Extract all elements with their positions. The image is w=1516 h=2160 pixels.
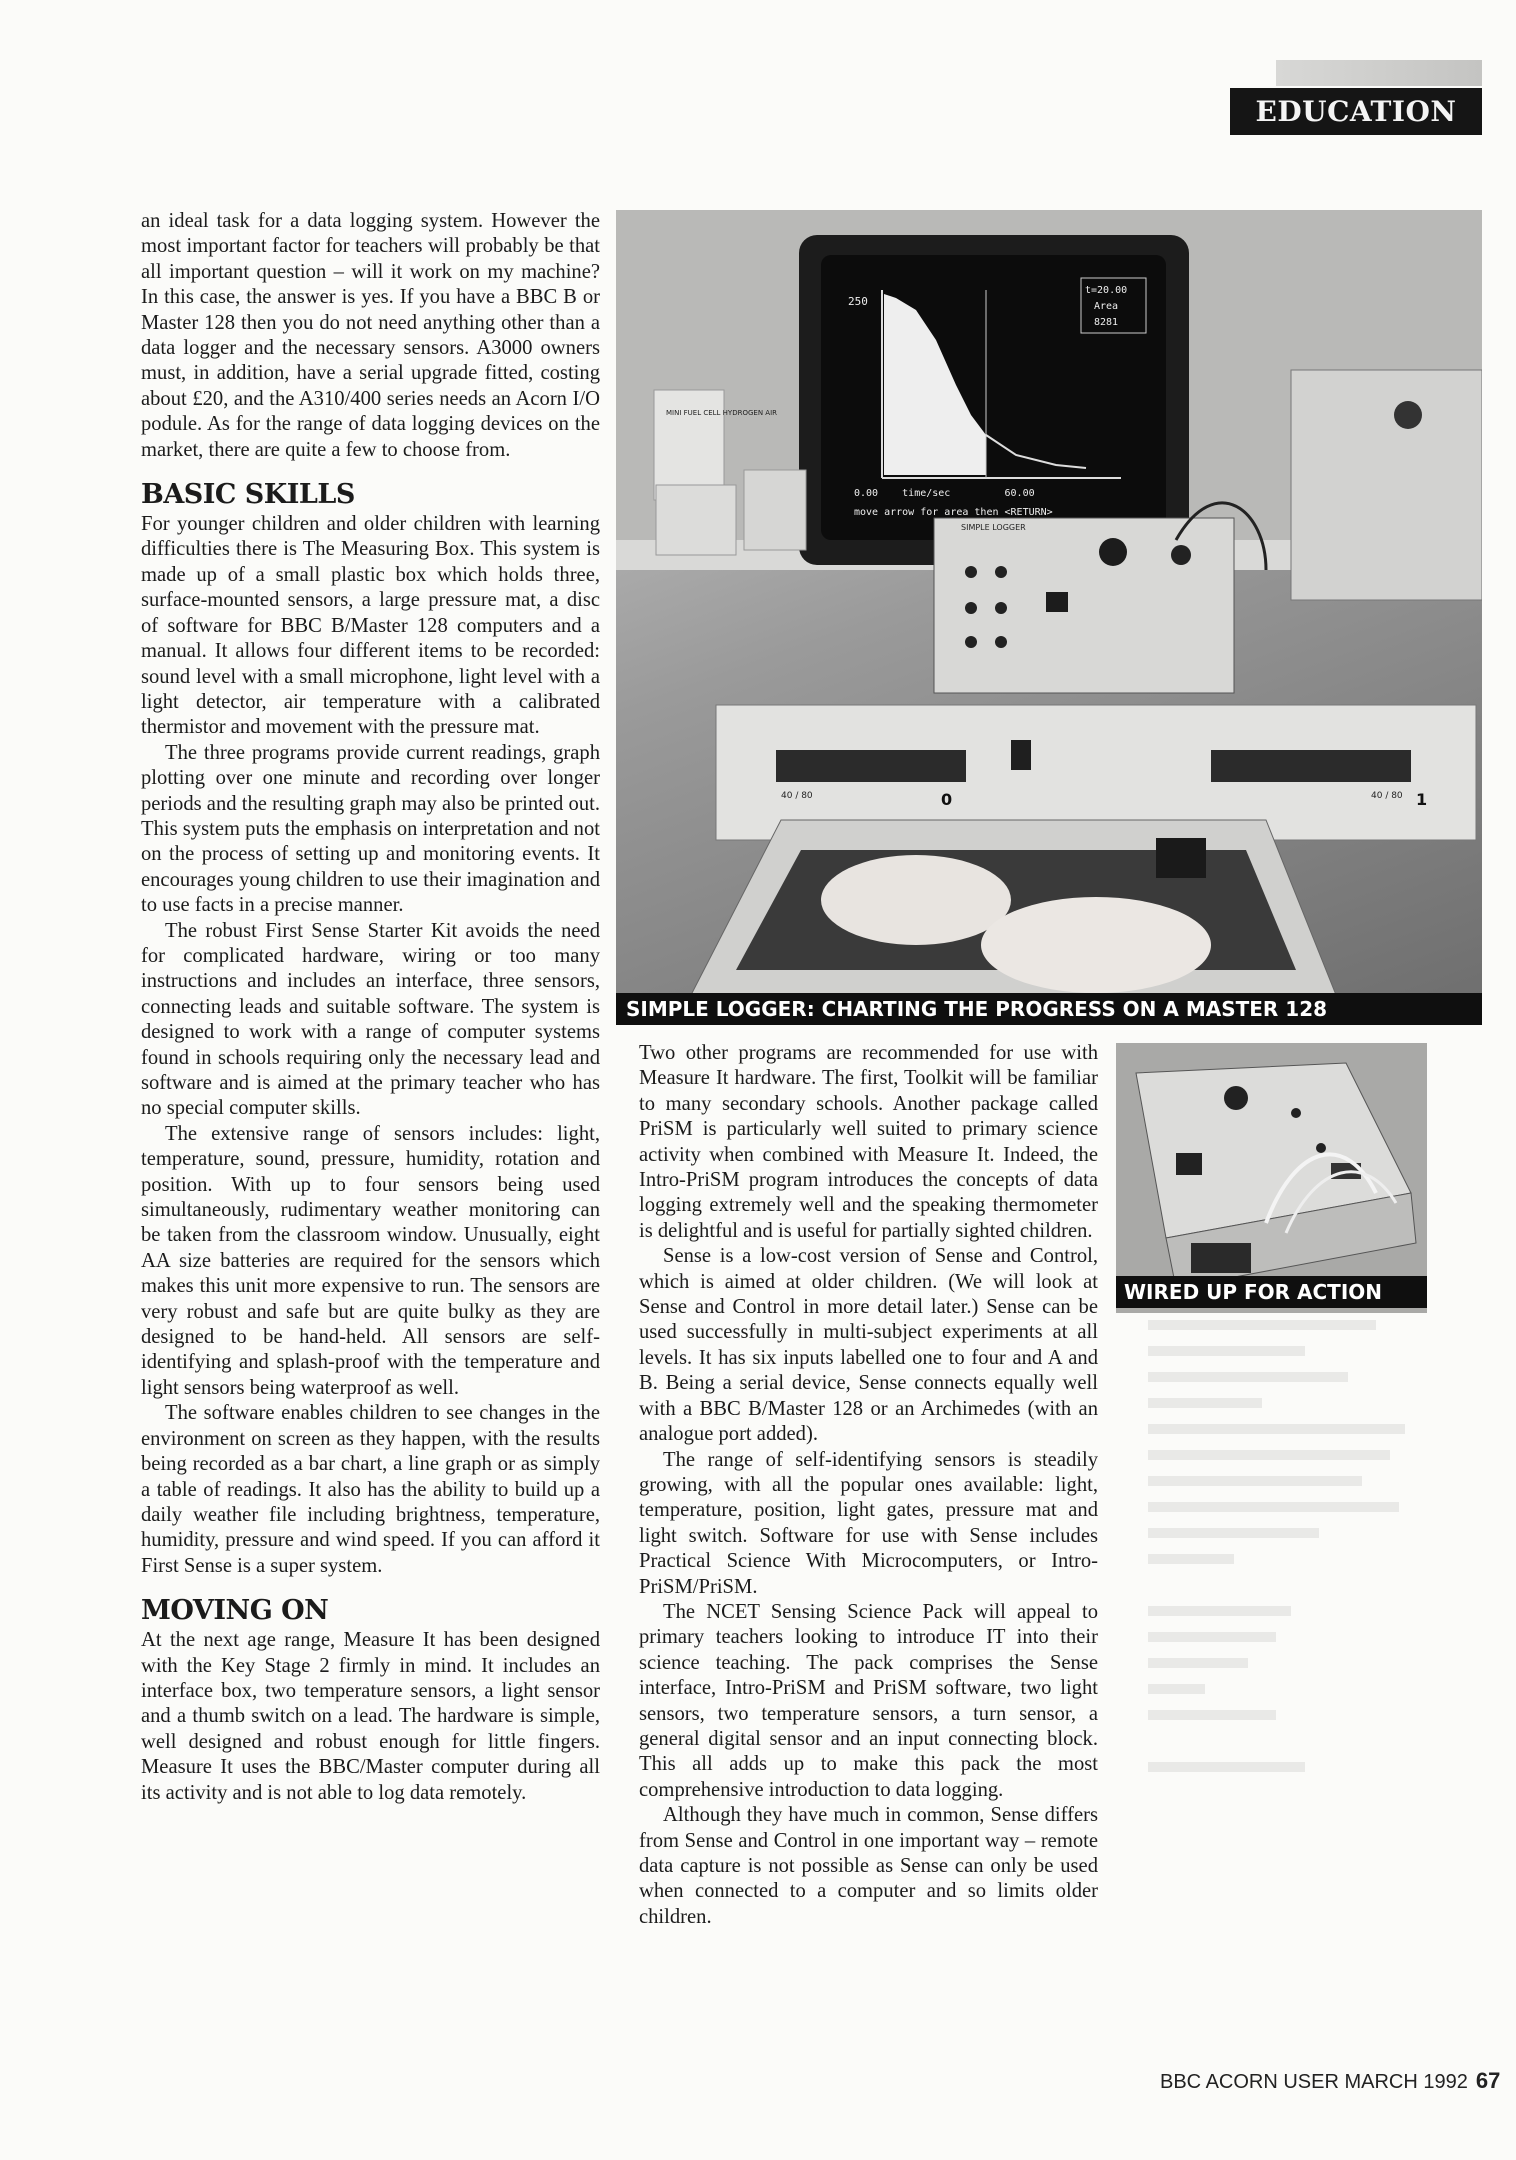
right-hand <box>981 897 1211 993</box>
left-paragraph-1: an ideal task for a data logging system. However the most important factor for teachers will probably be that all important question – will it work on my machine? In this case, the answer is yes. If you have a BBC B or Master 128 then you do not need anything other than a data logger and the necessary sensors. A3000 owners must, in addition, have a serial upgrade fitted, costing about £20, and the A310/400 series needs an Acorn I/O podule. As for the range of data logging devices on the market, there are quite a few to choose from. <box>141 210 600 461</box>
photo-simple-logger <box>616 210 1482 1023</box>
caption-simple-logger: SIMPLE LOGGER: CHARTING THE PROGRESS ON A MASTER 128 <box>616 993 1482 1025</box>
photo-simple-logger-illustration <box>616 210 1482 1023</box>
page-footer <box>1160 2068 1501 2098</box>
panel-socket-3 <box>965 602 977 614</box>
page-number: 67 <box>1475 2068 1501 2093</box>
drive-label-right: 40 / 80 <box>1371 791 1403 801</box>
middle-paragraph-4: The NCET Sensing Science Pack will appeal to primary teachers looking to introduce IT into their science teaching. The pack comprises the Sense interface, Intro-PriSM and PriSM software, two light sensors, two temperature sensors, a turn sensor, a general digital sensor and an input connecting block. This all adds up to make this pack the most comprehensive introduction to data logging. <box>639 1600 1098 1801</box>
keyboard-grille <box>1156 838 1206 878</box>
caption-wired-up: WIRED UP FOR ACTION <box>1116 1276 1427 1308</box>
photo-wired-up <box>1116 1043 1427 1313</box>
panel-socket-right <box>1171 545 1191 565</box>
screen-axis-label: 0.00 time/sec 60.00 <box>854 488 1035 499</box>
footer-publication: BBC ACORN USER MARCH 1992 <box>1160 2071 1468 2093</box>
screen-readout-1: t=20.00 <box>1085 285 1128 296</box>
wired-socket-1 <box>1291 1108 1301 1118</box>
section-tag: EDUCATION <box>1230 88 1482 135</box>
left-paragraph-5: The extensive range of sensors includes: light, temperature, sound, pressure, humidity, rotation and position. With up to four sensors being used simultaneously, rudimentary weather monitoring can be taken from the classroom window. Unusually, eight AA size batteries are required for the sensors which makes this unit more expensive to run. The sensors are very robust and safe but are quite bulky as they are designed to be hand-held. All sensors are self-identifying and splash-proof with the temperature and light sensors being waterproof as well. <box>141 1122 600 1399</box>
heading-basic-skills: BASIC SKILLS <box>141 479 355 511</box>
panel-socket-6 <box>995 636 1007 648</box>
wired-button <box>1176 1153 1202 1175</box>
logger-panel-label: SIMPLE LOGGER <box>961 523 1026 532</box>
drive-number-right: 1 <box>1416 790 1428 809</box>
panel-button <box>1046 592 1068 612</box>
middle-paragraph-2: Sense is a low-cost version of Sense and Control, which is aimed at older children. (We will look at Sense and Control in more detail later.) Sense can be used successfully in multi-subject experiments at all levels. It has six inputs labelled one to four and A and B. Being a serial device, Sense connects equally well with a BBC B/Master 128 or an Archimedes (with an analogue port added). <box>639 1245 1098 1446</box>
right-equipment-box <box>1291 370 1482 600</box>
middle-paragraph-1: Two other programs are recommended for use with Measure It hardware. The first, Toolkit will be familiar to many secondary schools. Another package called PriSM is particularly well suited to primary science activity when combined with Measure It. Indeed, the Intro-PriSM program introduces the concepts of data logging extremely well and the speaking thermometer is delightful and is useful for partially sighted children. <box>639 1042 1098 1242</box>
drive-indicator <box>1011 740 1031 770</box>
panel-socket-1 <box>965 566 977 578</box>
panel-socket-5 <box>965 636 977 648</box>
show-through <box>1148 1320 1433 1800</box>
drive-number-left: 0 <box>941 790 953 809</box>
header-band <box>1276 60 1482 86</box>
jar-left-lower <box>656 485 736 555</box>
middle-paragraph-3: The range of self-identifying sensors is steadily growing, with all the popular ones available: light, temperature, position, light gates, pressure mat and light switch. Software for use with Sense includes Practical Science With Microcomputers, or Intro-PriSM/PriSM. <box>639 1448 1098 1598</box>
logger-panel <box>934 518 1234 693</box>
heading-moving-on: MOVING ON <box>141 1595 329 1627</box>
left-hand <box>821 855 1011 945</box>
disk-drive-left <box>776 750 966 782</box>
screen-y-max: 250 <box>848 295 868 308</box>
screen-readout-2: Area <box>1094 301 1119 312</box>
disk-drive-right <box>1211 750 1411 782</box>
middle-column <box>639 1041 1098 1930</box>
left-paragraph-4: The robust First Sense Starter Kit avoids the need for complicated hardware, wiring or too many instructions and includes an interface, three sensors, connecting leads and suitable software. The system is designed to work with a range of computer systems found in schools requiring only the necessary lead and software and is aimed at the primary teacher who has no special computer skills. <box>141 919 600 1120</box>
drive-label-left: 40 / 80 <box>781 791 813 801</box>
jar-left <box>654 390 724 500</box>
left-paragraph-2: For younger children and older children with learning difficulties there is The Measuring Box. This system is made up of a small plastic box which holds three, surface-mounted sensors, a large pressure mat, a disc of software for BBC B/Master 128 computers and a manual. It allows four different items to be recorded: sound level with a small microphone, light level with a light detector, air temperature with a calibrated thermistor and movement with the pressure mat. <box>141 513 600 739</box>
left-paragraph-3: The three programs provide current readings, graph plotting over one minute and recording over longer periods and the resulting graph may also be printed out. This system puts the emphasis on interpretation and not on the process of setting up and monitoring events. It encourages young children to use their imagination and to use facts in a precise manner. <box>141 741 600 917</box>
jar-middle <box>744 470 806 550</box>
left-paragraph-7: At the next age range, Measure It has been designed with the Key Stage 2 firmly in mind. It includes an interface box, two temperature sensors, a light sensor and a thumb switch on a lead. The hardware is simple, well designed and robust enough for little fingers. Measure It uses the BBC/Master computer during all its activity and is not able to log data remotely. <box>141 1629 600 1804</box>
left-column <box>141 209 600 1806</box>
panel-socket-2 <box>995 566 1007 578</box>
screen-readout-3: 8281 <box>1094 317 1119 328</box>
middle-paragraph-5: Although they have much in common, Sense differs from Sense and Control in one important way – remote data capture is not possible as Sense can only be used when connected to a computer and so limits older children. <box>639 1804 1098 1928</box>
right-box-socket <box>1394 401 1422 429</box>
screen-prompt: move arrow for area then <RETURN> <box>854 507 1053 518</box>
wired-connector-block <box>1191 1243 1251 1273</box>
photo-wired-up-illustration <box>1116 1043 1427 1313</box>
wired-knob <box>1224 1086 1248 1110</box>
panel-socket-4 <box>995 602 1007 614</box>
left-paragraph-6: The software enables children to see changes in the environment on screen as they happen, with the results being recorded as a bar chart, a line graph or as simply a table of readings. It also has the ability to build up a daily weather file including brightness, temperature, humidity, pressure and wind speed. If you can afford it First Sense is a super system. <box>141 1402 600 1577</box>
panel-knob <box>1099 538 1127 566</box>
jar-label: MINI FUEL CELL HYDROGEN AIR <box>666 409 777 417</box>
wired-socket-2 <box>1316 1143 1326 1153</box>
